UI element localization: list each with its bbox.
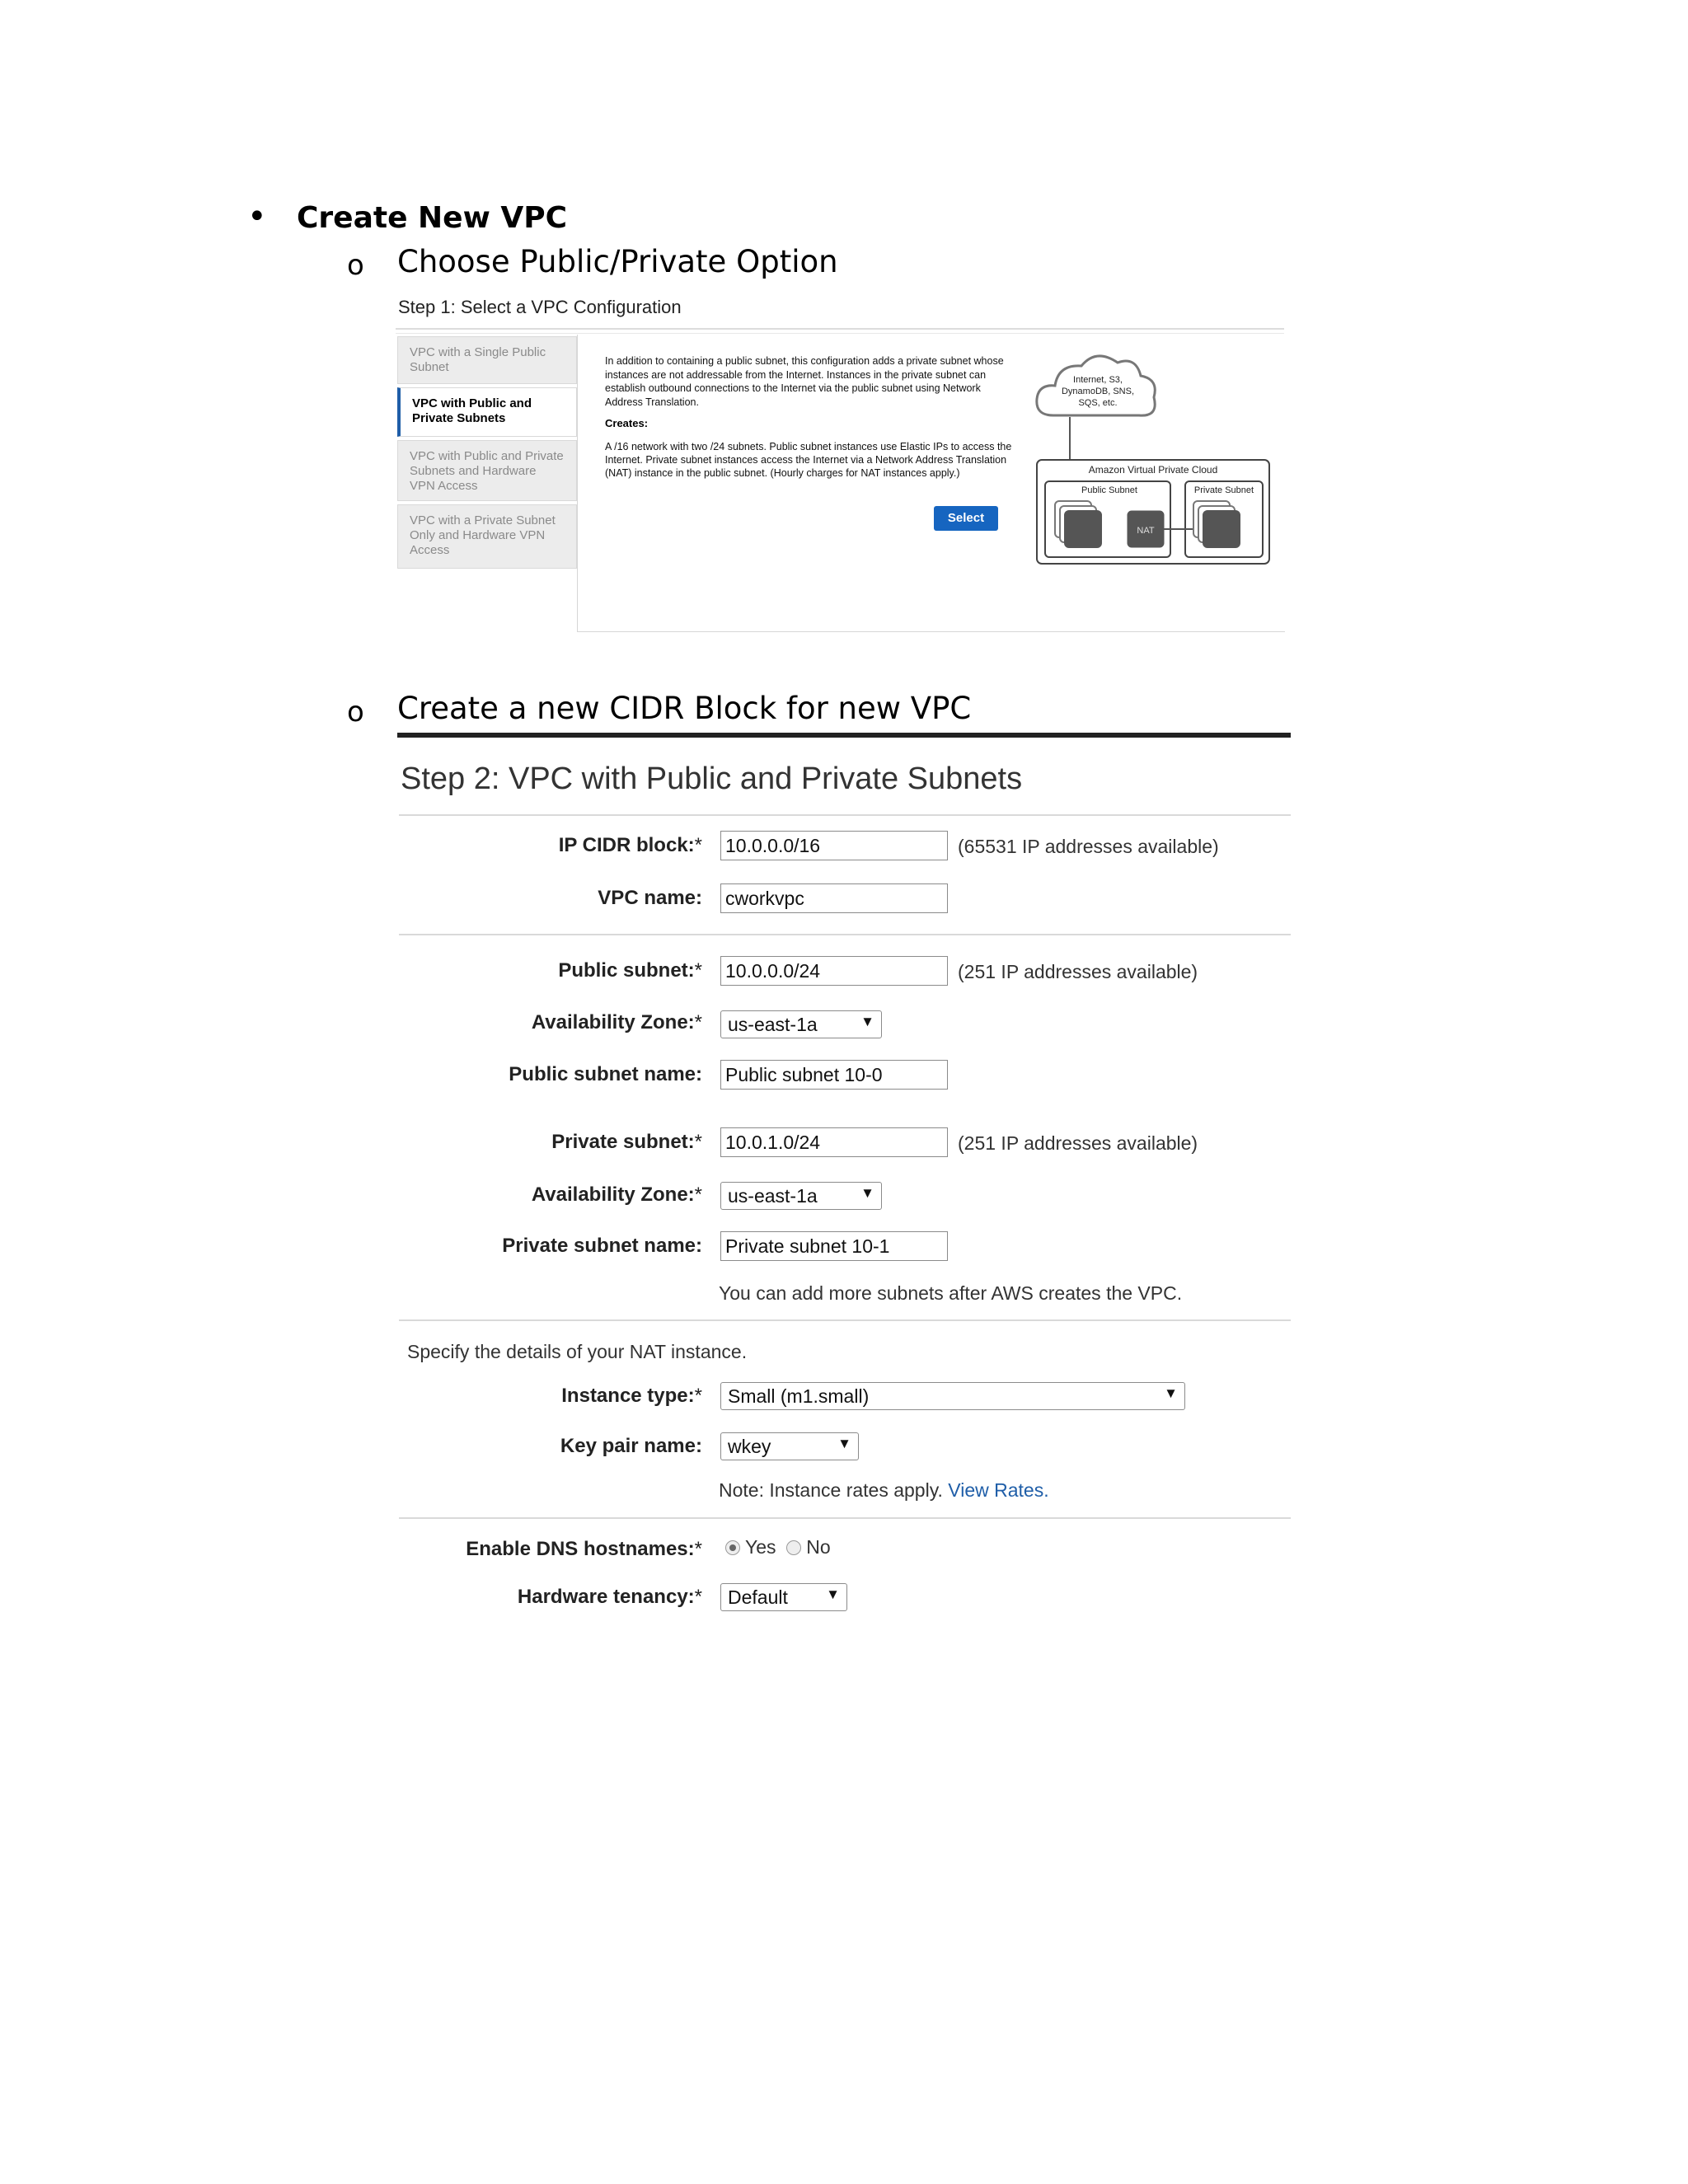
key-pair-label: Key pair name: — [560, 1435, 702, 1457]
divider — [399, 1517, 1291, 1519]
sub-bullet: o — [347, 249, 364, 282]
instance-icon — [1065, 511, 1101, 547]
nat-details-text: Specify the details of your NAT instance. — [407, 1341, 748, 1362]
divider — [399, 814, 1291, 816]
vpc-name-label: VPC name: — [598, 887, 702, 909]
rates-note: Note: Instance rates apply. View Rates. — [719, 1479, 1049, 1501]
public-availability-zone-select[interactable]: us-east-1a ▼ — [720, 1010, 882, 1038]
public-subnet-note: (251 IP addresses available) — [958, 961, 1198, 982]
step1-divider — [396, 328, 1284, 330]
creates-description: A /16 network with two /24 subnets. Public subnet instances use Elastic IPs to access the Internet. Private subnet instances access the Internet via a Network Address Translation (NAT) instance in the public subnet. (Hourly charges for NAT instances apply.) — [605, 441, 1012, 479]
private-subnet-note: (251 IP addresses available) — [958, 1132, 1198, 1154]
tab-public-private-vpn[interactable]: VPC with Public and Private Subnets and Hardware VPN Access — [397, 440, 577, 501]
tab-single-public-subnet[interactable]: VPC with a Single Public Subnet — [397, 336, 577, 384]
hardware-tenancy-label: Hardware tenancy:* — [517, 1586, 702, 1608]
cloud-text-3: SQS, etc. — [1078, 398, 1118, 408]
bullet: • — [247, 198, 267, 236]
public-subnet-name-label: Public subnet name: — [509, 1063, 702, 1085]
step1-divider-secondary — [396, 333, 1284, 334]
sub-bullet: o — [347, 696, 364, 729]
tab-public-private-subnets[interactable]: VPC with Public and Private Subnets — [397, 387, 577, 437]
more-subnets-note: You can add more subnets after AWS creates the VPC. — [719, 1282, 1183, 1304]
creates-label: Creates: — [605, 417, 649, 429]
dropdown-arrow-icon: ▼ — [1164, 1385, 1178, 1401]
instance-type-label: Instance type:* — [561, 1385, 702, 1407]
private-subnet-name-input[interactable]: Private subnet 10-1 — [720, 1231, 948, 1261]
public-subnet-input[interactable]: 10.0.0.0/24 — [720, 956, 948, 986]
dropdown-arrow-icon: ▼ — [860, 1185, 874, 1201]
dns-yes-label: Yes — [744, 1536, 776, 1558]
subheading-cidr-block: Create a new CIDR Block for new VPC — [397, 691, 972, 726]
dns-no-radio[interactable] — [786, 1540, 801, 1555]
private-subnet-name-label: Private subnet name: — [502, 1235, 702, 1257]
dns-hostnames-options — [725, 1536, 831, 1558]
instance-type-select[interactable]: Small (m1.small) ▼ — [720, 1382, 1185, 1410]
availability-zone-label: Availability Zone:* — [531, 1183, 702, 1206]
private-subnet-input[interactable]: 10.0.1.0/24 — [720, 1127, 948, 1157]
ip-cidr-input[interactable]: 10.0.0.0/16 — [720, 831, 948, 860]
availability-zone-label: Availability Zone:* — [531, 1011, 702, 1033]
view-rates-link[interactable]: View Rates. — [948, 1479, 1049, 1501]
vpc-label: Amazon Virtual Private Cloud — [1088, 464, 1218, 476]
private-availability-zone-select[interactable]: us-east-1a ▼ — [720, 1182, 882, 1210]
dns-hostnames-label: Enable DNS hostnames:* — [466, 1538, 702, 1560]
hardware-tenancy-select[interactable]: Default ▼ — [720, 1583, 847, 1611]
step2-title: Step 2: VPC with Public and Private Subnets — [401, 762, 1023, 796]
public-subnet-label: Public subnet:* — [558, 959, 702, 982]
section-underline — [397, 733, 1291, 738]
ip-cidr-label: IP CIDR block:* — [558, 834, 702, 856]
step1-title: Step 1: Select a VPC Configuration — [398, 297, 682, 317]
divider — [399, 934, 1291, 935]
cloud-text-1: Internet, S3, — [1073, 375, 1123, 385]
dropdown-arrow-icon: ▼ — [826, 1586, 840, 1602]
dropdown-arrow-icon: ▼ — [837, 1436, 851, 1451]
heading-create-new-vpc: Create New VPC — [297, 201, 568, 235]
subheading-choose-option: Choose Public/Private Option — [397, 244, 838, 279]
private-subnet-label: Private subnet:* — [551, 1131, 702, 1153]
instance-icon — [1203, 511, 1240, 547]
public-subnet-name-input[interactable]: Public subnet 10-0 — [720, 1060, 948, 1090]
public-subnet-label: Public Subnet — [1081, 485, 1137, 495]
tab-private-only-vpn[interactable]: VPC with a Private Subnet Only and Hardware VPN Access — [397, 504, 577, 569]
config-description: In addition to containing a public subnet, this configuration adds a private subnet whose instances are not addressable from the Internet. Instances in the private subnet can establish outbound connections to the Internet via the public subnet using Network Address Translation. — [605, 355, 1004, 408]
vpc-name-input[interactable]: cworkvpc — [720, 883, 948, 913]
key-pair-select[interactable]: wkey ▼ — [720, 1432, 859, 1460]
dns-no-label: No — [806, 1536, 831, 1558]
nat-label: NAT — [1137, 526, 1155, 536]
vpc-architecture-diagram — [1030, 344, 1278, 569]
divider — [399, 1319, 1291, 1321]
dns-yes-radio[interactable] — [725, 1540, 740, 1555]
select-button[interactable]: Select — [934, 506, 998, 531]
dropdown-arrow-icon: ▼ — [860, 1014, 874, 1029]
cloud-text-2: DynamoDB, SNS, — [1061, 387, 1135, 396]
private-subnet-label: Private Subnet — [1193, 485, 1254, 495]
ip-cidr-note: (65531 IP addresses available) — [958, 836, 1219, 857]
